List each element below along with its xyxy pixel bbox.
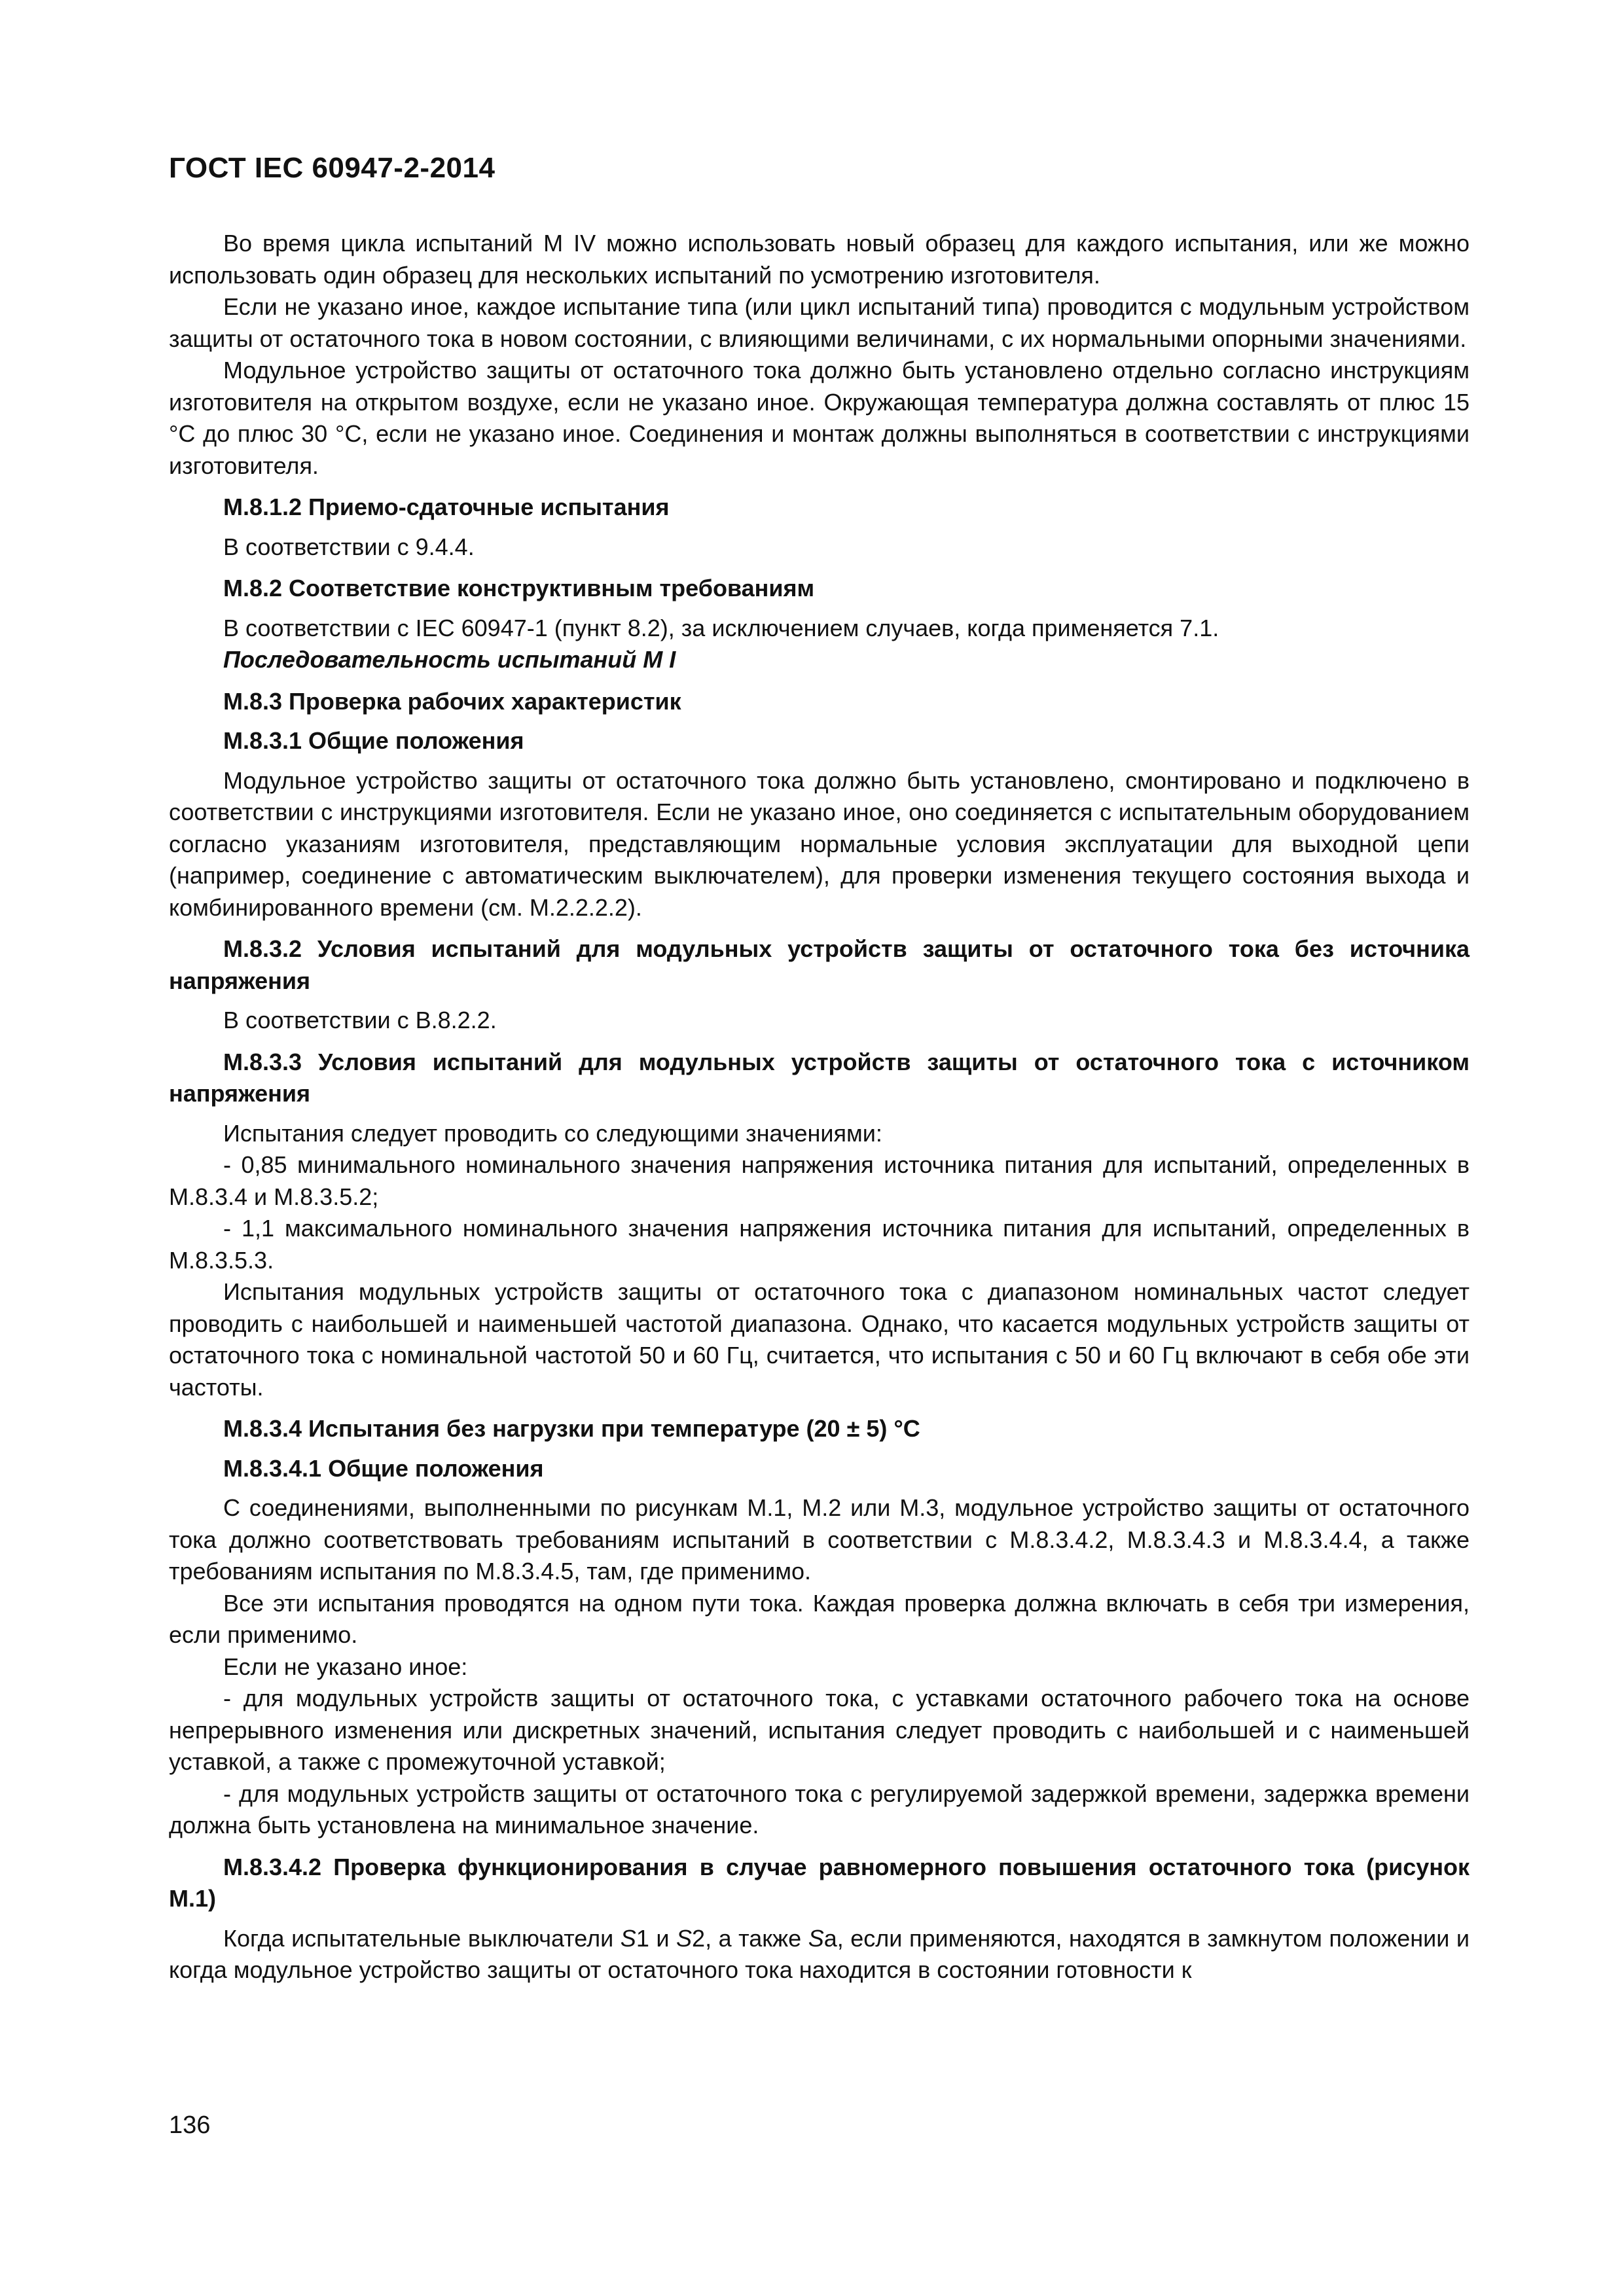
paragraph: Все эти испытания проводятся на одном пути тока. Каждая проверка должна включать в себя три измерения, если применимо. (169, 1589, 1470, 1648)
paragraph: В соответствии с 9.4.4. (223, 533, 475, 560)
section-heading-m8341: M.8.3.4.1 Общие положения (223, 1454, 544, 1482)
page-number: 136 (169, 2111, 211, 2139)
switch-symbol: S (808, 1924, 824, 1952)
paragraph: Испытания следует проводить со следующими значениями: (223, 1119, 882, 1147)
list-item: - для модульных устройств защиты от остаточного тока, с уставками остаточного рабочего тока на основе непрерывного изменения или дискретных значений, испытания следует проводить с наибольшей и с наименьшей уставкой, а также с промежуточной уставкой; (169, 1685, 1470, 1775)
paragraph: Если не указано иное, каждое испытание типа (или цикл испытаний типа) проводится с модульным устройством защиты от остаточного тока в новом состоянии, с влияющими величинами, с их нормальными опорными значениями. (169, 293, 1470, 352)
section-heading-m812: M.8.1.2 Приемо-сдаточные испытания (223, 493, 670, 520)
paragraph: Если не указано иное: (223, 1653, 468, 1680)
paragraph: Модульное устройство защиты от остаточного тока должно быть установлено, смонтировано и подключено в соответствии с инструкциями изготовителя. Если не указано иное, оно соединяется с испытательным оборудованием согласно указаниям изготовителя, представляющим нормальные условия эксплуатации для выходной цепи (например, соединение с автоматическим выключателем), для проверки изменения текущего состояния выхода и комбинированного времени (см. M.2.2.2.2). (169, 766, 1470, 921)
list-item: - для модульных устройств защиты от остаточного тока с регулируемой задержкой времени, задержка времени должна быть установлена на минимальное значение. (169, 1780, 1470, 1839)
section-heading-m833: M.8.3.3 Условия испытаний для модульных устройств защиты от остаточного тока с источником напряжения (169, 1048, 1470, 1107)
paragraph: Во время цикла испытаний M IV можно использовать новый образец для каждого испытания, или же можно использовать один образец для нескольких испытаний по усмотрению изготовителя. (169, 230, 1470, 289)
paragraph: Испытания модульных устройств защиты от остаточного тока с диапазоном номинальных частот следует проводить с наибольшей и наименьшей частотой диапазона. Однако, что касается модульных устройств защиты от остаточного тока с номинальной частотой 50 и 60 Гц, считается, что испытания с 50 и 60 Гц включают в себя обе эти частоты. (169, 1278, 1470, 1401)
list-item: - 0,85 минимального номинального значения напряжения источника питания для испытаний, определенных в M.8.3.4 и M.8.3.5.2; (169, 1151, 1470, 1210)
text-run: 2, а также (692, 1924, 808, 1952)
section-heading-m83: M.8.3 Проверка рабочих характеристик (223, 687, 681, 715)
text-run: 1 и (636, 1924, 677, 1952)
section-heading-m82: M.8.2 Соответствие конструктивным требованиям (223, 575, 815, 601)
document-header: ГОСТ IEC 60947-2-2014 (169, 152, 496, 184)
paragraph: С соединениями, выполненными по рисункам M.1, M.2 или M.3, модульное устройство защиты от остаточного тока должно соответствовать требованиям испытаний в соответствии с M.8.3.4.2, M.8.3.4.3 и M.8.3.4.4, а также требованиям испытания по M.8.3.4.5, там, где применимо. (169, 1494, 1470, 1585)
test-sequence-heading: Последовательность испытаний M I (223, 646, 676, 673)
paragraph: В соответствии с IEC 60947-1 (пункт 8.2), за исключением случаев, когда применяется 7.1. (223, 614, 1219, 641)
section-heading-m8342: M.8.3.4.2 Проверка функционирования в случае равномерного повышения остаточного тока (рисунок M.1) (169, 1853, 1470, 1912)
section-heading-m831: M.8.3.1 Общие положения (223, 727, 524, 754)
section-heading-m832: M.8.3.2 Условия испытаний для модульных устройств защиты от остаточного тока без источника напряжения (169, 935, 1470, 994)
paragraph (169, 1923, 1470, 1986)
text-run: a, если применяются, находятся в замкнутом положении и когда модульное устройство защиты от остаточного тока находится в состоянии готовности к (169, 1924, 1470, 1983)
section-heading-m834: M.8.3.4 Испытания без нагрузки при температуре (20 ± 5) °С (223, 1415, 920, 1442)
switch-symbol: S (620, 1924, 636, 1952)
text-run: Когда испытательные выключатели (223, 1924, 621, 1952)
paragraph: В соответствии с B.8.2.2. (223, 1007, 497, 1033)
list-item: - 1,1 максимального номинального значения напряжения источника питания для испытаний, определенных в M.8.3.5.3. (169, 1215, 1470, 1274)
switch-symbol: S (676, 1924, 693, 1952)
paragraph: Модульное устройство защиты от остаточного тока должно быть установлено отдельно согласно инструкциям изготовителя на открытом воздухе, если не указано иное. Окружающая температура должна составлять от плюс 15 °С до плюс 30 °С, если не указано иное. Соединения и монтаж должны выполняться в соответствии с инструкциями изготовителя. (169, 357, 1470, 479)
document-body (169, 228, 1470, 1986)
